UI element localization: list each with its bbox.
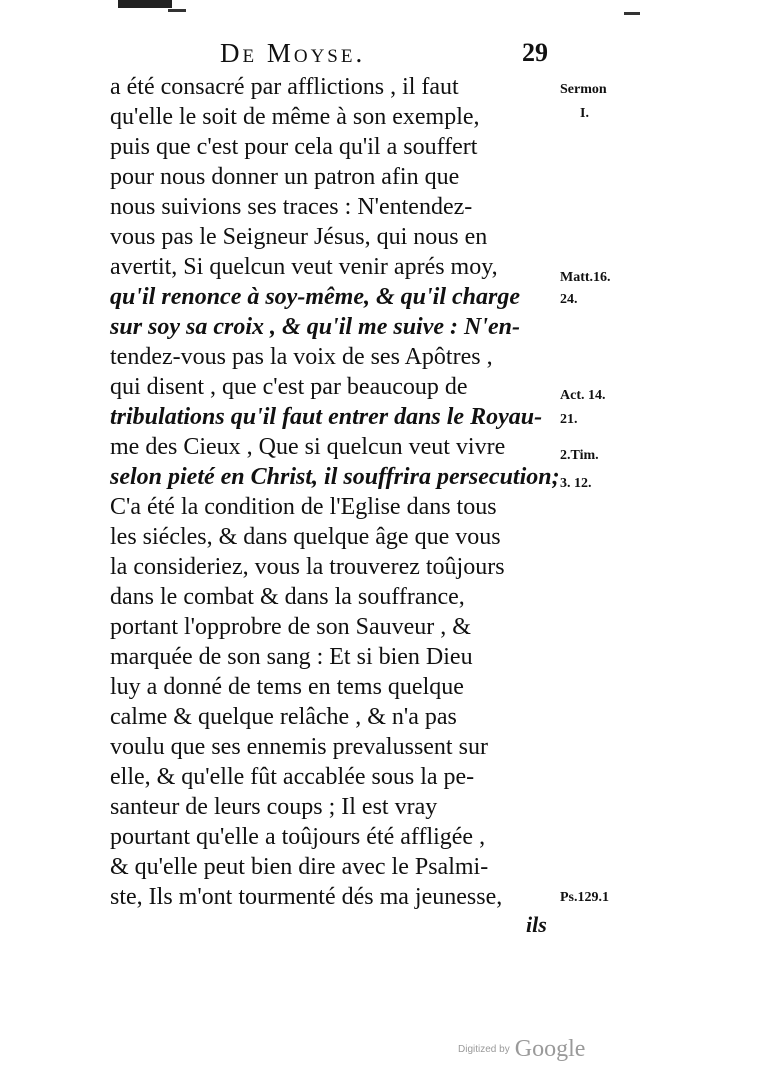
text-line: ste, Ils m'ont tourmenté dés ma jeunesse,: [110, 884, 503, 910]
digitized-by-google-watermark: [458, 1036, 585, 1063]
text-line: & qu'elle peut bien dire avec le Psalmi-: [110, 854, 489, 880]
text-line: elle, & qu'elle fût accablée sous la pe-: [110, 764, 475, 790]
margin-note-sermon: Sermon: [560, 82, 607, 97]
text-line: voulu que ses ennemis prevalussent sur: [110, 734, 488, 760]
text-line: C'a été la condition de l'Eglise dans tous: [110, 494, 497, 520]
margin-note-matt-verse: 24.: [560, 292, 578, 307]
text-line: avertit, Si quelcun veut venir aprés moy,: [110, 254, 498, 280]
digitized-label: Digitized by: [458, 1044, 510, 1055]
text-line: me des Cieux , Que si quelcun veut vivre: [110, 434, 506, 460]
margin-note-acts: Act. 14.: [560, 388, 606, 403]
text-line-italic: qu'il renonce à soy-même, & qu'il charge: [110, 284, 520, 310]
text-line: tendez-vous pas la voix de ses Apôtres ,: [110, 344, 493, 370]
text-line: puis que c'est pour cela qu'il a souffert: [110, 134, 478, 160]
ink-mark-right: [624, 12, 640, 15]
text-line-italic: sur soy sa croix , & qu'il me suive : N'en-: [110, 314, 521, 340]
text-line: portant l'opprobre de son Sauveur , &: [110, 614, 471, 640]
body-text: [110, 72, 580, 912]
text-line: a été consacré par afflictions , il faut: [110, 74, 459, 100]
text-line: pourtant qu'elle a toûjours été affligée ,: [110, 824, 486, 850]
margin-note-tim-verse: 3. 12.: [560, 476, 592, 491]
text-line-italic: tribulations qu'il faut entrer dans le Royau-: [110, 404, 543, 430]
text-line: marquée de son sang : Et si bien Dieu: [110, 644, 473, 670]
text-line: pour nous donner un patron afin que: [110, 164, 460, 190]
ink-mark: [168, 9, 186, 12]
text-line: calme & quelque relâche , & n'a pas: [110, 704, 457, 730]
text-line: les siécles, & dans quelque âge que vous: [110, 524, 501, 550]
text-line: qui disent , que c'est par beaucoup de: [110, 374, 468, 400]
page-number: 29: [522, 38, 548, 67]
google-logo: Google: [514, 1036, 586, 1062]
catchword: ils: [526, 912, 547, 937]
margin-note-psalm: Ps.129.1: [560, 890, 609, 905]
margin-note-sermon-number: I.: [580, 106, 589, 121]
margin-note-matt: Matt.16.: [560, 270, 611, 285]
margin-note-acts-verse: 21.: [560, 412, 578, 427]
text-line: dans le combat & dans la souffrance,: [110, 584, 465, 610]
margin-note-tim: 2.Tim.: [560, 448, 599, 463]
header-title: De Moyse.: [220, 38, 366, 68]
text-line: vous pas le Seigneur Jésus, qui nous en: [110, 224, 488, 250]
text-line: luy a donné de tems en tems quelque: [110, 674, 464, 700]
ink-smudge: [118, 0, 172, 8]
text-line: la consideriez, vous la trouverez toûjours: [110, 554, 505, 580]
text-line: qu'elle le soit de même à son exemple,: [110, 104, 480, 130]
text-line: santeur de leurs coups ; Il est vray: [110, 794, 438, 820]
text-line: nous suivions ses traces : N'entendez-: [110, 194, 473, 220]
running-header: [220, 38, 560, 72]
text-line-italic: selon pieté en Christ, il souffrira persecution;: [110, 464, 560, 490]
